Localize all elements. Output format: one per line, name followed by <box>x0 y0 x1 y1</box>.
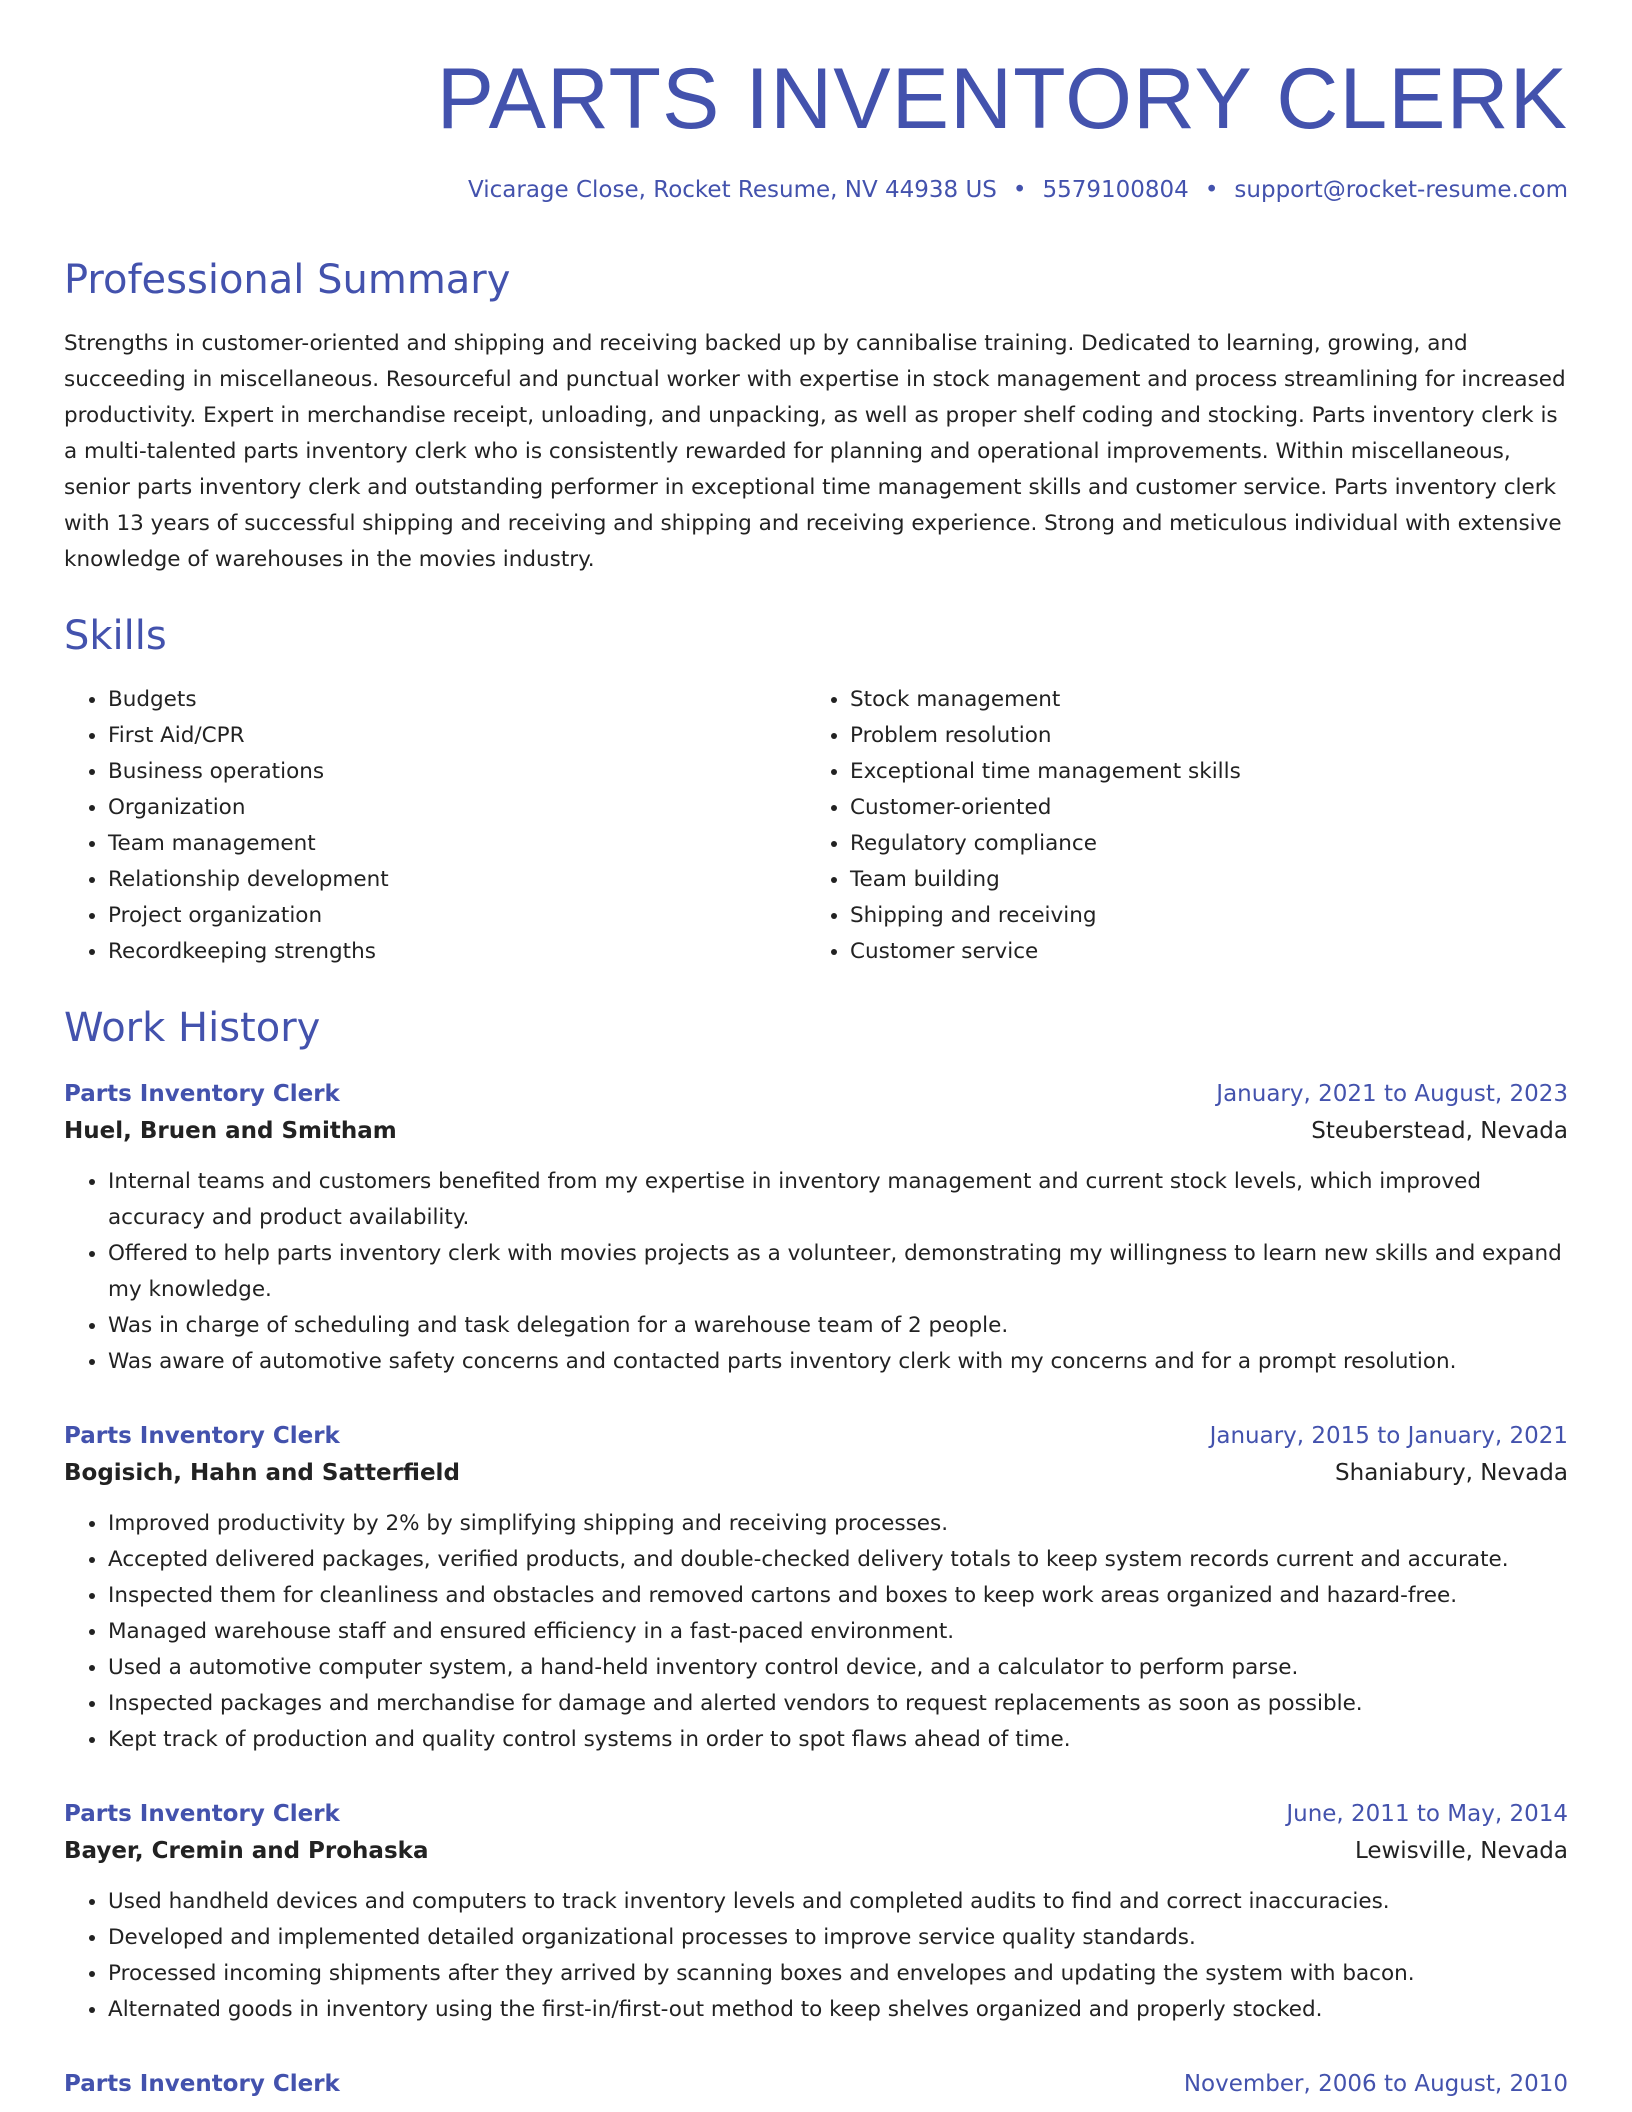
job-company-row <box>64 1454 1568 1492</box>
skills-grid <box>64 682 1568 970</box>
job-bullet: • Accepted delivered packages, verified products, and double-checked delivery totals to keep system records current and accurate. <box>108 1542 1568 1578</box>
job-location: Lewisville, Nevada <box>1354 1838 1568 1865</box>
job-company: Bayer, Cremin and Prohaska <box>64 1838 429 1865</box>
job-company-row <box>64 1112 1568 1150</box>
job-bullets <box>64 1506 1568 1758</box>
contact-separator: • <box>1204 176 1219 203</box>
job-bullets <box>64 1164 1568 1380</box>
skill-item: • Exceptional time management skills <box>850 754 1568 790</box>
skill-item: • Team building <box>850 862 1568 898</box>
job-bullet: • Inspected them for cleanliness and obstacles and removed cartons and boxes to keep work areas organized and hazard-free. <box>108 1578 1568 1614</box>
contact-email: support@rocket-resume.com <box>1234 176 1568 203</box>
job-entry <box>64 2066 1568 2102</box>
skill-item: • Business operations <box>108 754 806 790</box>
job-title: Parts Inventory Clerk <box>64 1081 340 1108</box>
job-company: Bogisich, Hahn and Satterfield <box>64 1460 460 1487</box>
skill-item: • Budgets <box>108 682 806 718</box>
job-entry <box>64 1418 1568 1758</box>
job-bullet: • Was aware of automotive safety concerns and contacted parts inventory clerk with my concerns and for a prompt resolution. <box>108 1344 1568 1380</box>
job-bullet: • Alternated goods in inventory using the first-in/first-out method to keep shelves organized and properly stocked. <box>108 1992 1568 2028</box>
job-dates: January, 2015 to January, 2021 <box>1209 1423 1568 1450</box>
skills-section <box>64 612 1568 970</box>
work-history-section <box>64 1004 1568 2102</box>
contact-address: Vicarage Close, Rocket Resume, NV 44938 US <box>468 176 997 203</box>
job-bullet: • Internal teams and customers benefited from my expertise in inventory management and current stock levels, which improved accuracy and product availability. <box>108 1164 1568 1236</box>
job-entry <box>64 1796 1568 2028</box>
job-title: Parts Inventory Clerk <box>64 2071 340 2098</box>
skill-item: • Regulatory compliance <box>850 826 1568 862</box>
resume-header <box>64 0 1568 204</box>
job-bullet: • Was in charge of scheduling and task delegation for a warehouse team of 2 people. <box>108 1308 1568 1344</box>
job-bullets <box>64 1884 1568 2028</box>
job-bullet: • Improved productivity by 2% by simplifying shipping and receiving processes. <box>108 1506 1568 1542</box>
job-bullet: • Processed incoming shipments after they arrived by scanning boxes and envelopes and updating the system with bacon. <box>108 1956 1568 1992</box>
job-title-row <box>64 1796 1568 1832</box>
job-bullet: • Used a automotive computer system, a hand-held inventory control device, and a calculator to perform parse. <box>108 1650 1568 1686</box>
job-dates: January, 2021 to August, 2023 <box>1216 1081 1568 1108</box>
job-bullet: • Managed warehouse staff and ensured efficiency in a fast-paced environment. <box>108 1614 1568 1650</box>
contact-phone: 5579100804 <box>1042 176 1189 203</box>
skill-item: • First Aid/CPR <box>108 718 806 754</box>
job-company-row <box>64 1832 1568 1870</box>
job-entry <box>64 1076 1568 1380</box>
skill-item: • Project organization <box>108 898 806 934</box>
skill-item: • Shipping and receiving <box>850 898 1568 934</box>
job-bullet: • Kept track of production and quality control systems in order to spot flaws ahead of time. <box>108 1722 1568 1758</box>
candidate-name: PARTS INVENTORY CLERK <box>436 51 1568 147</box>
job-title-row <box>64 2066 1568 2102</box>
job-bullet: • Offered to help parts inventory clerk with movies projects as a volunteer, demonstrating my willingness to learn new skills and expand my knowledge. <box>108 1236 1568 1308</box>
job-bullet: • Inspected packages and merchandise for damage and alerted vendors to request replacements as soon as possible. <box>108 1686 1568 1722</box>
job-title-row <box>64 1418 1568 1454</box>
skill-item: • Organization <box>108 790 806 826</box>
skill-item: • Customer service <box>850 934 1568 970</box>
job-title: Parts Inventory Clerk <box>64 1801 340 1828</box>
skill-item: • Problem resolution <box>850 718 1568 754</box>
skills-list-right <box>806 682 1568 970</box>
job-location: Shaniabury, Nevada <box>1335 1460 1568 1487</box>
contact-line <box>64 177 1568 205</box>
skill-item: • Stock management <box>850 682 1568 718</box>
job-bullet: • Used handheld devices and computers to track inventory levels and completed audits to find and correct inaccuracies. <box>108 1884 1568 1920</box>
summary-section <box>64 256 1568 578</box>
skills-heading: Skills <box>64 613 167 660</box>
skills-list-left <box>64 682 806 970</box>
job-location: Steuberstead, Nevada <box>1311 1118 1568 1145</box>
job-company: Huel, Bruen and Smitham <box>64 1118 397 1145</box>
contact-separator: • <box>1012 176 1027 203</box>
skill-item: • Customer-oriented <box>850 790 1568 826</box>
job-bullet: • Developed and implemented detailed organizational processes to improve service quality standards. <box>108 1920 1568 1956</box>
skill-item: • Recordkeeping strengths <box>108 934 806 970</box>
summary-text: Strengths in customer-oriented and shipping and receiving backed up by cannibalise training. Dedicated to learning, growing, and succeeding in miscellaneous. Resourceful and punctual worker with expertise in stock management and process streamlining for increased productivity. Expert in merchandise receipt, unloading, and unpacking, as well as proper shelf coding and stocking. Parts inventory clerk is a multi-talented parts inventory clerk who is consistently rewarded for planning and operational improvements. Within miscellaneous, senior parts inventory clerk and outstanding performer in exceptional time management skills and customer service. Parts inventory clerk with 13 years of successful shipping and receiving and shipping and receiving experience. Strong and meticulous individual with extensive knowledge of warehouses in the movies industry. <box>64 331 1566 573</box>
summary-heading: Professional Summary <box>64 257 511 304</box>
skill-item: • Relationship development <box>108 862 806 898</box>
job-title-row <box>64 1076 1568 1112</box>
job-title: Parts Inventory Clerk <box>64 1423 340 1450</box>
work-history-heading: Work History <box>64 1005 321 1052</box>
job-dates: November, 2006 to August, 2010 <box>1183 2071 1568 2098</box>
job-dates: June, 2011 to May, 2014 <box>1286 1801 1568 1828</box>
skill-item: • Team management <box>108 826 806 862</box>
